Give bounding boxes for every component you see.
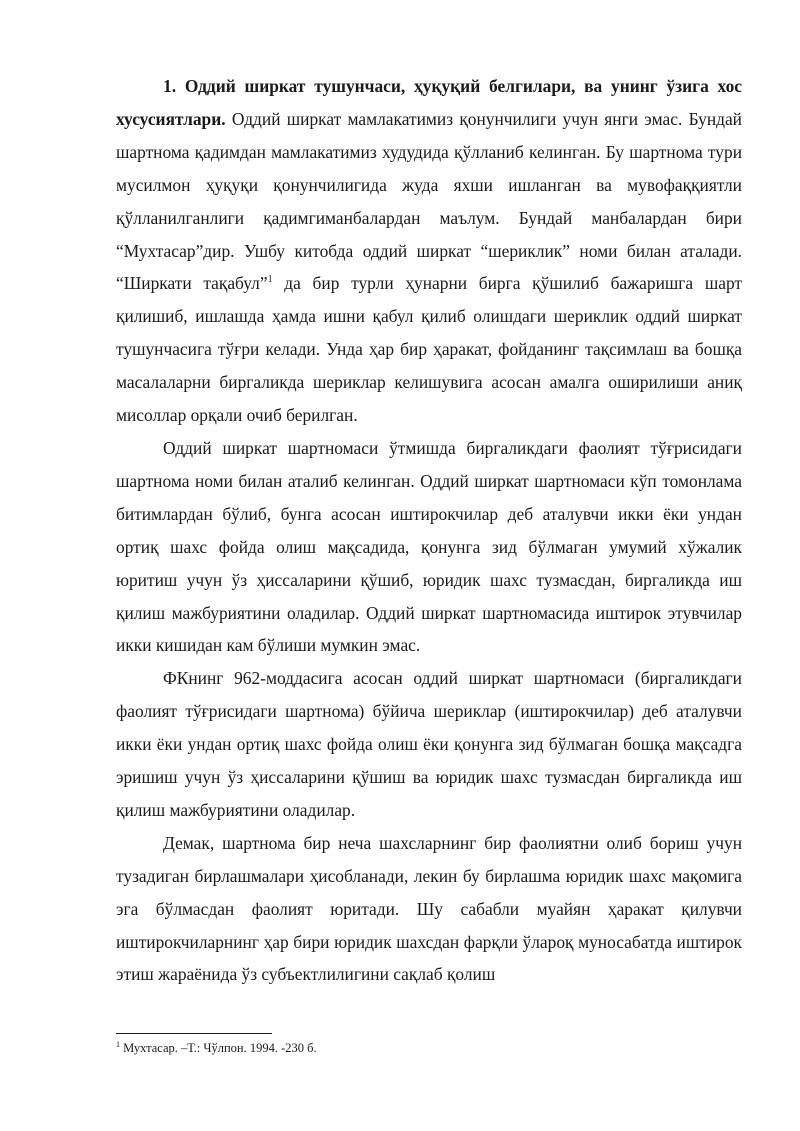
paragraph-4: Демак, шартнома бир неча шахсларнинг бир фаолиятни олиб бориш учун тузадиган бирлашмалари ҳисобланади, лекин бу бирлашма юридик шахс мақомига эга бўлмасдан фаолият юритади. Шу сабабли муайян ҳаракат қилувчи иштирокчиларнинг ҳар бири юридик шахсдан фарқли ўлароқ муносабатда иштирок этиш жараёнида ўз субъектлилигини сақлаб қолиш	[116, 832, 742, 985]
section-heading: 1. Оддий ширкат тушунчаси, ҳуқуқий белгилари, ва унинг ўзига хос хусусиятлари.	[116, 76, 742, 129]
footnote-reference[interactable]: 1	[267, 274, 273, 286]
document-body	[116, 70, 742, 991]
paragraph-1-text-a: Оддий ширкат мамлакатимиз қонунчилиги учун янги эмас. Бундай шартнома қадимдан мамлакатимиз худудида қўлланиб келинган. Бу шартнома тури мусилмон ҳуқуқи қонунчилигида жуда яхши ишланган ва мувофаққиятли қўлланилганлиги қадимгиманбалардан маълум. Бундай манбалардан бири “Мухтасар”дир. Ушбу китобда оддий ширкат “шериклик” номи билан аталади. “Ширкати тақабул”	[116, 108, 742, 294]
paragraph-2: Оддий ширкат шартномаси ўтмишда биргаликдаги фаолият тўғрисидаги шартнома номи билан аталиб келинган. Оддий ширкат шартномаси кўп томонлама битимлардан бўлиб, бунга асосан иштирокчилар деб аталувчи икки ёки ундан ортиқ шахс фойда олиш мақсадида, қонунга зид бўлмаган умумий хўжалик юритиш учун ўз ҳиссаларини қўшиб, юридик шахс тузмасдан, биргаликда иш қилиш мажбуриятини оладилар. Оддий ширкат шартномасида иштирок этувчилар икки кишидан кам бўлиши мумкин эмас.	[116, 437, 742, 656]
footnote-separator	[116, 1033, 272, 1034]
paragraph-3: ФКнинг 962-моддасига асосан оддий ширкат шартномаси (биргаликдаги фаолият тўғрисидаги шартнома) бўйича шериклар (иштирокчилар) деб аталувчи икки ёки ундан ортиқ шахс фойда олиш ёки қонунга зид бўлмаган бошқа мақсадга эришиш учун ўз ҳиссаларини қўшиш ва юридик шахс тузмасдан биргаликда иш қилиш мажбуриятини оладилар.	[116, 668, 742, 820]
footnote-text: Мухтасар. –Т.: Чўлпон. 1994. -230 б.	[120, 1041, 317, 1055]
paragraph-1	[116, 70, 742, 432]
footnote-number: 1	[116, 1039, 120, 1049]
paragraph-1-text-b: да бир турли ҳунарни бирга қўшилиб бажаришга шарт қилишиб, ишлашда ҳамда ишни қабул қилиб олишдаги шериклик оддий ширкат тушунчасига тўғри келади. Унда ҳар бир ҳаракат, фойданинг тақсимлаш ва бошқа масалаларни биргаликда шериклар келишувига асосан амалга оширилиши аниқ мисоллар орқали очиб берилган.	[116, 273, 743, 426]
footnote	[116, 1040, 317, 1056]
